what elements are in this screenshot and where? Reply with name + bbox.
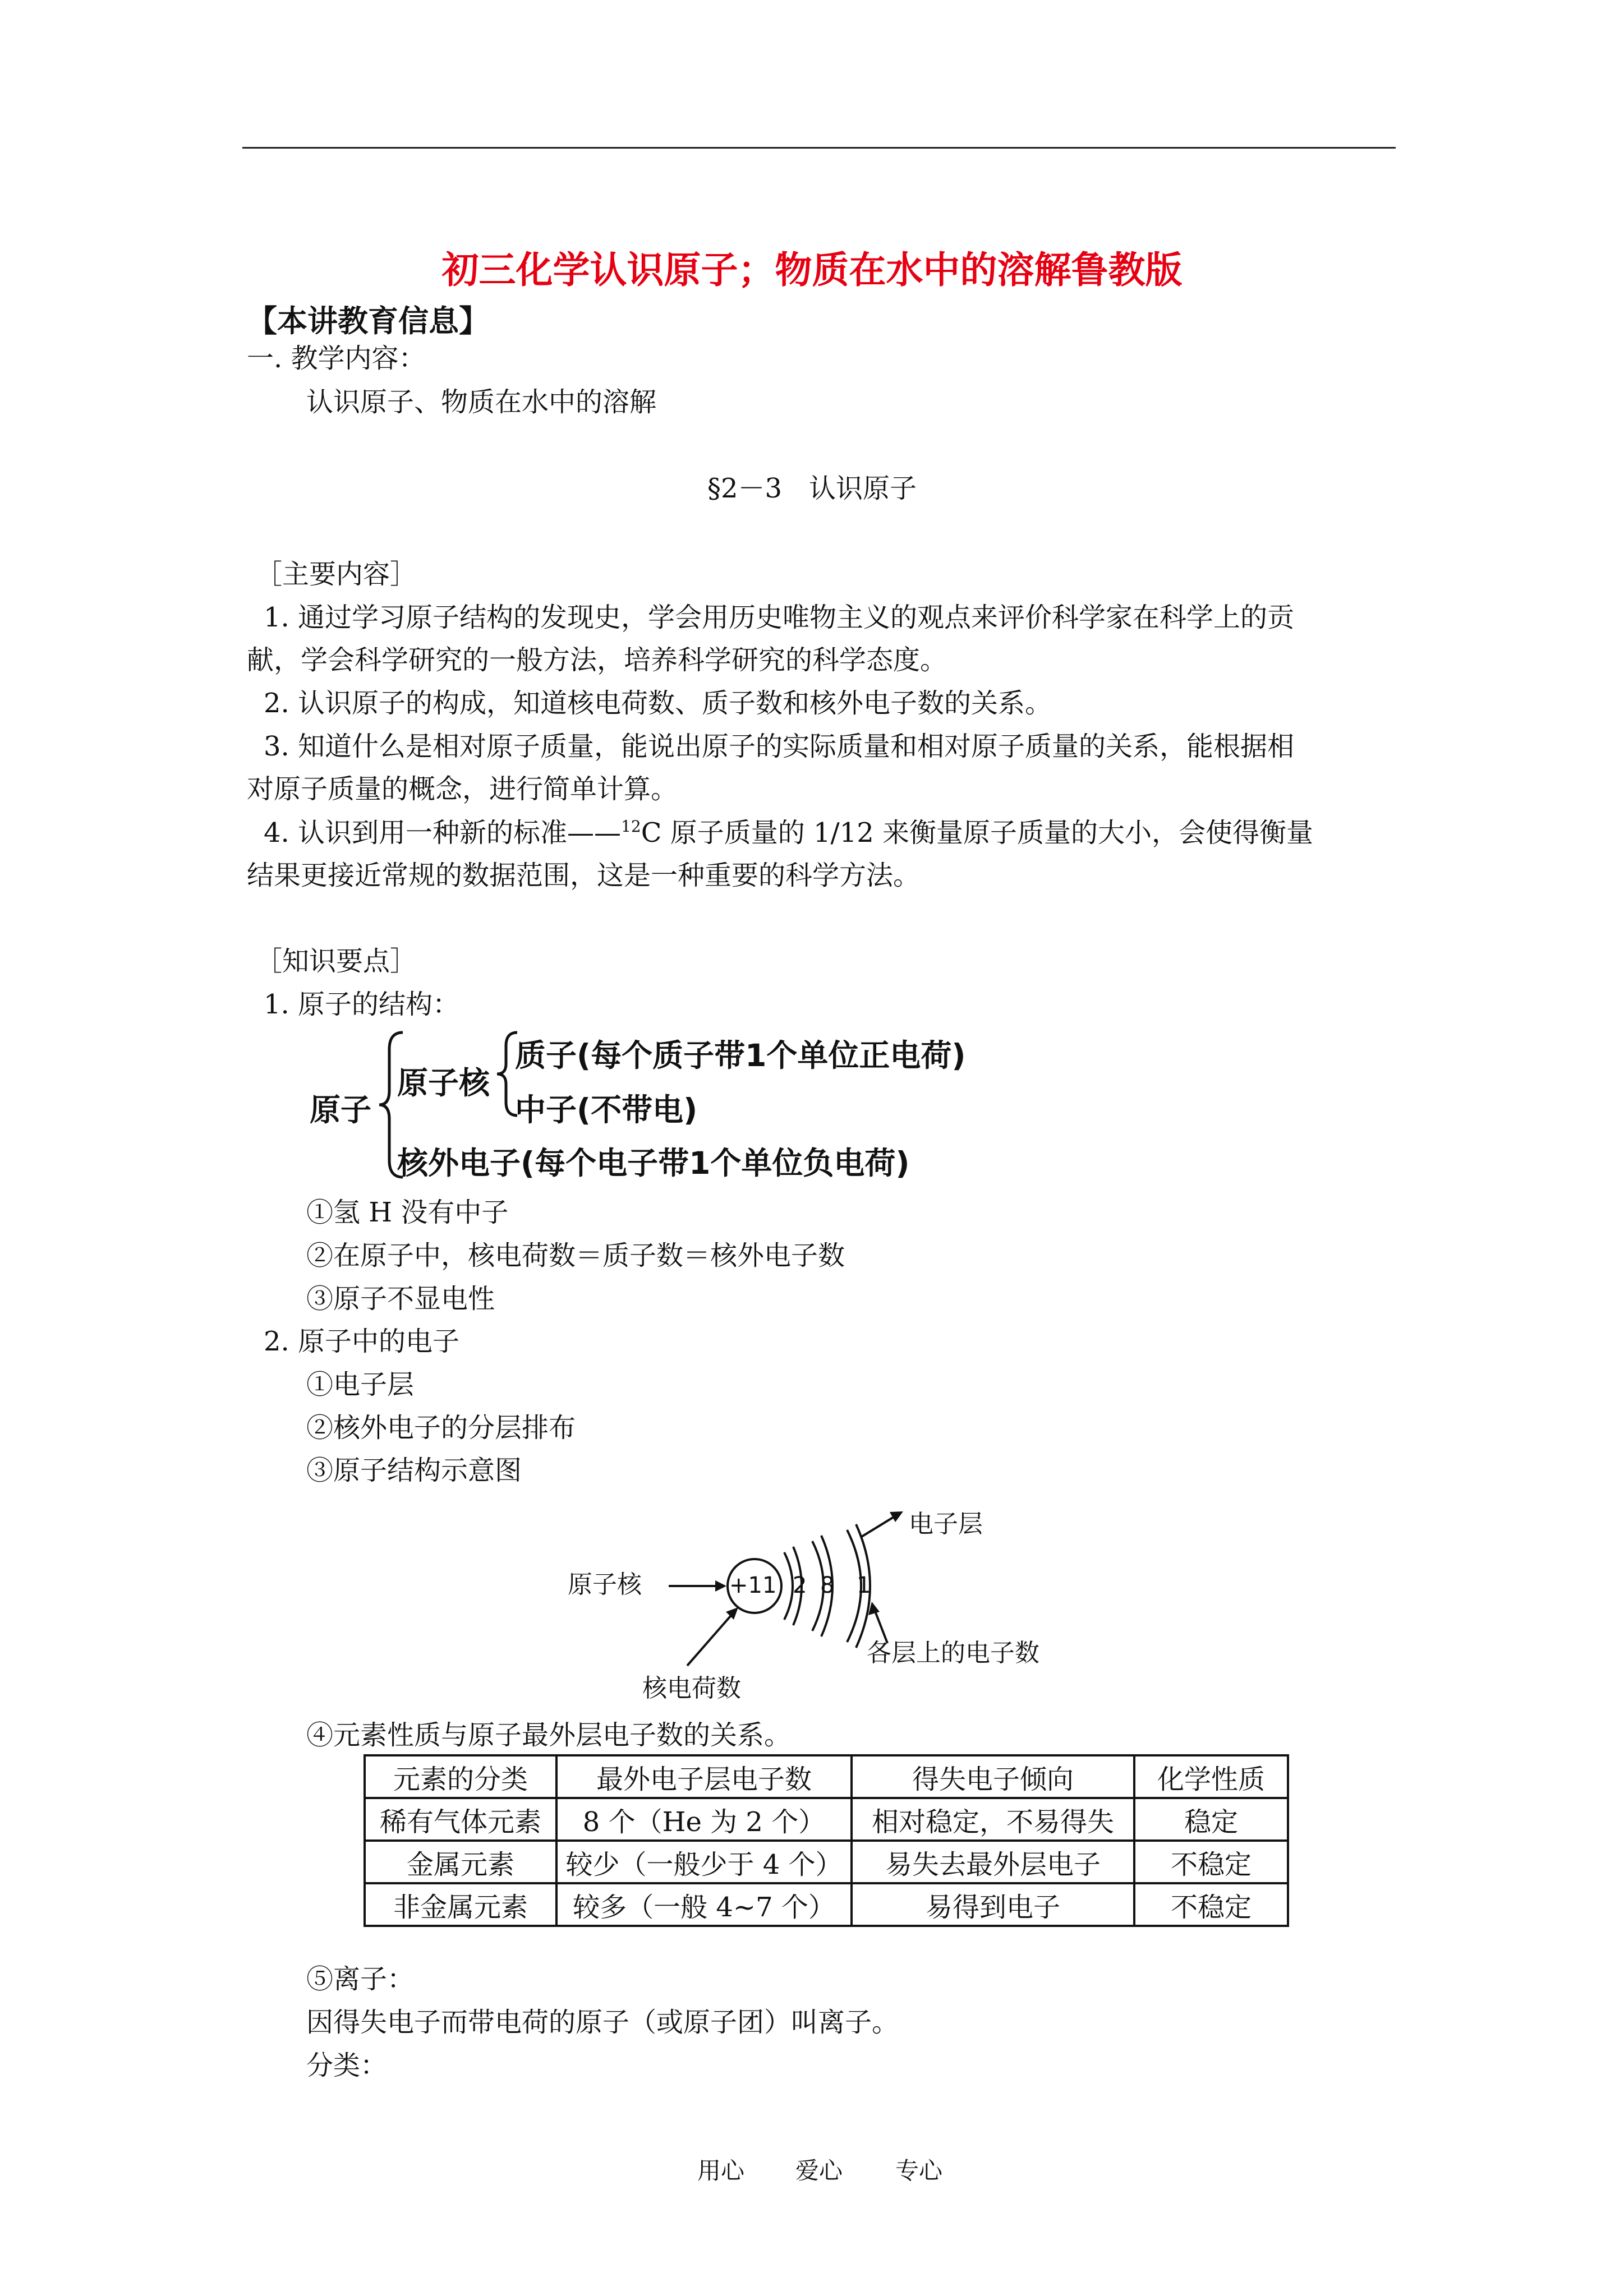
- table-cell: 8 个（He 为 2 个）: [556, 1798, 852, 1841]
- diagram-nucleus-label: 原子核: [568, 1570, 642, 1599]
- note-1: ①氢 H 没有中子: [306, 1197, 509, 1228]
- table-cell: 易得到电子: [852, 1883, 1134, 1926]
- main-item-3-line-1: 3. 知道什么是相对原子质量，能说出原子的实际质量和相对原子质量的关系，能根据相: [264, 731, 1295, 762]
- sub-2: ②核外电子的分层排布: [306, 1412, 576, 1444]
- table-caption: ④元素性质与原子最外层电子数的关系。: [306, 1719, 792, 1751]
- table-row: [365, 1798, 1288, 1841]
- table-cell: 稀有气体元素: [365, 1798, 556, 1841]
- table-cell: 易失去最外层电子: [852, 1841, 1134, 1883]
- table-cell: 稳定: [1134, 1798, 1288, 1841]
- lesson-title: §2－3 认识原子: [707, 473, 917, 504]
- main-content-heading: ［主要内容］: [255, 559, 417, 590]
- atom-diagram: [550, 1492, 1111, 1716]
- top-rule: [242, 147, 1396, 149]
- diagram-charge-label: 核电荷数: [642, 1674, 741, 1703]
- main-item-2: 2. 认识原子的构成，知道核电荷数、质子数和核外电子数的关系。: [264, 688, 1052, 719]
- page-title: 初三化学认识原子；物质在水中的溶解鲁教版: [441, 248, 1183, 292]
- sub-1: ①电子层: [306, 1369, 415, 1400]
- structure-electron: 核外电子(每个电子带1个单位负电荷): [397, 1145, 910, 1181]
- arrow-shell: [862, 1515, 896, 1537]
- table-cell: 不稳定: [1134, 1841, 1288, 1883]
- footer-text-1: 用心: [697, 2157, 745, 2184]
- structure-proton: 质子(每个质子带1个单位正电荷): [515, 1038, 966, 1073]
- main-item-4-line-1: 4. 认识到用一种新的标准——$^{12}$C 原子质量的 1/12 来衡量原子质量的大小，会使得衡量: [264, 817, 1313, 849]
- sub-3: ③原子结构示意图: [306, 1455, 522, 1486]
- diagram-nucleus-charge: +11: [729, 1573, 777, 1598]
- diagram-electron-1: 2: [793, 1573, 807, 1598]
- table-row: [365, 1841, 1288, 1883]
- ion-classification: 分类：: [306, 2050, 388, 2081]
- electrons-heading: 2. 原子中的电子: [264, 1326, 460, 1357]
- table-cell: 较少（一般少于 4 个）: [556, 1841, 852, 1883]
- table-cell: 非金属元素: [365, 1883, 556, 1926]
- diagram-shell-label: 电子层: [909, 1510, 983, 1538]
- main-item-4-line-2: 结果更接近常规的数据范围，这是一种重要的科学方法。: [247, 860, 921, 891]
- table-header: 得失电子倾向: [852, 1755, 1134, 1798]
- table-row: [365, 1883, 1288, 1926]
- shell-arc-1: [784, 1552, 793, 1620]
- teaching-content-text: 认识原子、物质在水中的溶解: [306, 386, 657, 418]
- arrow-count: [874, 1608, 887, 1643]
- diagram-count-label: 各层上的电子数: [867, 1639, 1039, 1667]
- footer-text-2: 爱心: [795, 2157, 843, 2184]
- structure-nucleus: 原子核: [397, 1065, 490, 1101]
- diagram-electron-3: 1: [857, 1573, 871, 1598]
- structure-neutron: 中子(不带电): [515, 1092, 698, 1128]
- main-item-1-line-2: 献，学会科学研究的一般方法，培养科学研究的科学态度。: [247, 644, 947, 676]
- section-heading: 【本讲教育信息】: [247, 303, 489, 339]
- ion-definition: 因得失电子而带电荷的原子（或原子团）叫离子。: [306, 2007, 899, 2038]
- footer-text-3: 专心: [895, 2157, 943, 2184]
- table-header-row: [365, 1755, 1288, 1798]
- table-header: 化学性质: [1134, 1755, 1288, 1798]
- table-cell: 相对稳定，不易得失: [852, 1798, 1134, 1841]
- note-2: ②在原子中，核电荷数＝质子数＝核外电子数: [306, 1240, 845, 1271]
- main-item-3-line-2: 对原子质量的概念，进行简单计算。: [247, 773, 678, 805]
- table-header: 元素的分类: [365, 1755, 556, 1798]
- knowledge-heading: ［知识要点］: [255, 946, 417, 977]
- element-properties-table: [364, 1754, 1289, 1927]
- table-cell: 金属元素: [365, 1841, 556, 1883]
- table-cell: 不稳定: [1134, 1883, 1288, 1926]
- structure-atom: 原子: [310, 1092, 372, 1128]
- arrow-charge: [687, 1612, 734, 1666]
- teaching-content-label: 一. 教学内容：: [247, 343, 426, 374]
- ion-label: ⑤离子：: [306, 1963, 415, 1995]
- table-cell: 较多（一般 4~7 个）: [556, 1883, 852, 1926]
- main-item-1-line-1: 1. 通过学习原子结构的发现史，学会用历史唯物主义的观点来评价科学家在科学上的贡: [264, 602, 1295, 633]
- atom-structure-label: 1. 原子的结构：: [264, 989, 460, 1020]
- table-header: 最外电子层电子数: [556, 1755, 852, 1798]
- diagram-electron-2: 8: [820, 1573, 835, 1598]
- note-3: ③原子不显电性: [306, 1283, 495, 1315]
